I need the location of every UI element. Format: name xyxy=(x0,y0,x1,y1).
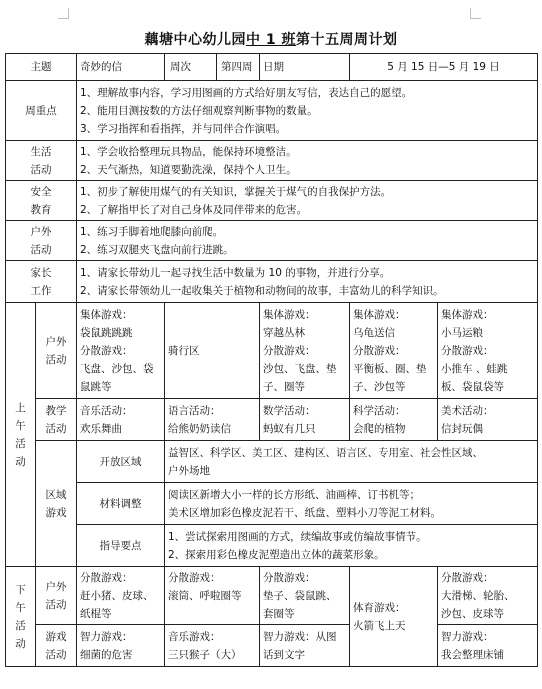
cell-line: 给熊奶奶读信 xyxy=(168,422,231,435)
cell-line: 大滑梯、轮胎、 xyxy=(441,589,515,602)
area-open-value xyxy=(165,441,538,483)
pm-outdoor-tue xyxy=(165,567,260,625)
cell-line: 分散游戏： xyxy=(80,344,133,357)
week-value: 第四周 xyxy=(221,61,253,73)
title-week: 第十五周周计划 xyxy=(296,32,398,48)
cell-line: 子、圈等 xyxy=(263,380,305,393)
cell-line: 美术区增加彩色橡皮泥若干、纸盘、塑料小刀等泥工材料。 xyxy=(168,506,441,519)
cell-line: 分散游戏： xyxy=(441,344,494,357)
week-label: 周次 xyxy=(165,54,217,80)
pm-label xyxy=(6,567,36,667)
cell-line: 信封玩偶 xyxy=(441,422,483,435)
am-teach-label-1: 教学 xyxy=(45,404,67,417)
am-label xyxy=(6,303,36,567)
cell-line: 乌龟送信 xyxy=(353,326,395,339)
cell-line: 科学活动： xyxy=(353,404,406,417)
am-teach-label-2: 活动 xyxy=(45,422,67,435)
cell-line: 1、尝试探索用图画的方式，续编故事或仿编故事情节。 xyxy=(168,530,427,543)
safety-label xyxy=(6,181,77,221)
focus-label: 周重点 xyxy=(6,81,77,141)
focus-item: 3、学习指挥和看指挥，并与同伴合作演唱。 xyxy=(80,122,287,135)
cell-line: 蚂蚁有几只 xyxy=(263,422,316,435)
cell-line: 阅读区新增大小一样的长方形纸、油画棒、订书机等； xyxy=(168,488,420,501)
area-material-value xyxy=(165,483,538,525)
cell-line: 三只猴子（大） xyxy=(168,648,242,661)
parents-item: 2、请家长带领幼儿一起收集关于植物和动物间的故事，丰富幼儿的科学知识。 xyxy=(80,284,444,297)
pm-game-label xyxy=(36,625,77,667)
pm-game-tue xyxy=(165,625,260,667)
week-cell xyxy=(165,54,260,81)
title-class: 中 1 班 xyxy=(246,32,296,48)
cell-line: 集体游戏： xyxy=(353,308,406,321)
pm-label-char: 动 xyxy=(15,637,26,650)
am-label-char: 上 xyxy=(15,401,26,414)
focus-item: 2、能用目测按数的方法仔细观察判断事物的数量。 xyxy=(80,104,318,117)
pm-label-char: 午 xyxy=(15,601,26,614)
cell-line: 分散游戏： xyxy=(353,344,406,357)
theme-value: 奇妙的信 xyxy=(77,54,165,81)
life-content xyxy=(77,141,538,181)
margin-mark-left xyxy=(58,8,69,19)
cell-line: 话到文字 xyxy=(263,648,305,661)
cell-line: 分散游戏： xyxy=(80,571,133,584)
cell-line: 穿越丛林 xyxy=(263,326,305,339)
pm-label-char: 下 xyxy=(15,583,26,596)
area-guide-label: 指导要点 xyxy=(77,525,165,567)
cell-line: 袋鼠跳跳跳 xyxy=(80,326,133,339)
pm-game-mon xyxy=(77,625,165,667)
cell-line: 智力游戏：从图 xyxy=(263,630,337,643)
cell-line: 美术活动： xyxy=(441,404,494,417)
focus-item: 1、理解故事内容，学习用图画的方式给好朋友写信，表达自己的愿望。 xyxy=(80,86,413,99)
cell-line: 沙包、皮球等 xyxy=(441,607,504,620)
page-title xyxy=(0,29,542,49)
weekly-plan-table xyxy=(5,53,538,667)
pm-outdoor-mon xyxy=(77,567,165,625)
am-outdoor-label xyxy=(36,303,77,399)
theme-label: 主题 xyxy=(6,54,77,81)
pm-outdoor-wed xyxy=(260,567,350,625)
safety-content xyxy=(77,181,538,221)
cell-line: 子、沙包等 xyxy=(353,380,406,393)
parents-label-1: 家长 xyxy=(30,266,52,279)
cell-line: 分散游戏： xyxy=(263,344,316,357)
safety-item: 2、了解指甲长了对自己身体及同伴带来的危害。 xyxy=(80,203,308,216)
cell-line: 户外场地 xyxy=(168,464,210,477)
cell-line: 飞盘、沙包、袋 xyxy=(80,362,154,375)
outdoor-label xyxy=(6,221,77,261)
cell-line: 细菌的危害 xyxy=(80,648,133,661)
pm-outdoor-label-2: 活动 xyxy=(45,598,67,611)
cell-line: 滚筒、呼啦圈等 xyxy=(168,589,242,602)
cell-line: 集体游戏： xyxy=(263,308,316,321)
cell-line: 音乐活动： xyxy=(80,404,133,417)
am-teach-wed xyxy=(260,399,350,441)
life-label-2: 活动 xyxy=(30,163,52,176)
cell-line: 沙包、飞盘、垫 xyxy=(263,362,337,375)
safety-label-2: 教育 xyxy=(30,203,52,216)
parents-label-2: 工作 xyxy=(30,284,52,297)
pm-game-wed xyxy=(260,625,350,667)
cell-line: 智力游戏： xyxy=(80,630,133,643)
outdoor-label-2: 活动 xyxy=(30,243,52,256)
am-label-char: 活 xyxy=(15,437,26,450)
cell-line: 数学活动： xyxy=(263,404,316,417)
cell-line: 会爬的植物 xyxy=(353,422,406,435)
cell-line: 小马运粮 xyxy=(441,326,483,339)
cell-line: 鼠跳等 xyxy=(80,380,112,393)
cell-line: 益智区、科学区、美工区、建构区、语言区、专用室、社会性区域、 xyxy=(168,446,483,459)
cell-line: 2、探索用彩色橡皮泥塑造出立体的蔬菜形象。 xyxy=(168,548,385,561)
am-outdoor-label-2: 活动 xyxy=(45,353,67,366)
pm-game-label-1: 游戏 xyxy=(45,630,67,643)
am-teach-fri xyxy=(438,399,538,441)
outdoor-content xyxy=(77,221,538,261)
area-material-label: 材料调整 xyxy=(77,483,165,525)
cell-line: 赶小猪、皮球、 xyxy=(80,589,154,602)
cell-line: 套圈等 xyxy=(263,607,295,620)
cell-blank xyxy=(168,605,256,623)
cell-line: 集体游戏： xyxy=(80,308,133,321)
parents-label xyxy=(6,261,77,303)
cell-line: 智力游戏： xyxy=(441,630,494,643)
pm-game-fri xyxy=(438,625,538,667)
am-label-char: 午 xyxy=(15,419,26,432)
outdoor-item: 1、练习手脚着地爬膝向前爬。 xyxy=(80,225,224,238)
parents-content xyxy=(77,261,538,303)
life-label xyxy=(6,141,77,181)
area-guide-value xyxy=(165,525,538,567)
safety-item: 1、初步了解使用煤气的有关知识，掌握关于煤气的自我保护方法。 xyxy=(80,185,392,198)
focus-content xyxy=(77,81,538,141)
am-area-label-1: 区域 xyxy=(45,488,67,501)
date-value: 5 月 15 日—5 月 19 日 xyxy=(350,54,538,81)
pm-sports-thu xyxy=(350,567,438,667)
cell-line: 体育游戏： xyxy=(353,601,406,614)
am-outdoor-label-1: 户外 xyxy=(45,335,67,348)
am-teach-label xyxy=(36,399,77,441)
am-outdoor-tue: 骑行区 xyxy=(165,303,260,399)
am-area-label xyxy=(36,441,77,567)
cell-line: 分散游戏： xyxy=(168,571,221,584)
cell-line: 分散游戏： xyxy=(263,571,316,584)
cell-line: 音乐游戏： xyxy=(168,630,221,643)
pm-outdoor-label-1: 户外 xyxy=(45,580,67,593)
date-label: 日期 xyxy=(260,54,350,81)
cell-line: 小推车 、蛙跳 xyxy=(441,362,508,375)
am-teach-tue xyxy=(165,399,260,441)
am-label-char: 动 xyxy=(15,455,26,468)
cell-line: 纸棍等 xyxy=(80,607,112,620)
life-item: 2、天气渐热，知道要勤洗澡，保持个人卫生。 xyxy=(80,163,297,176)
cell-line: 平衡板、圈、垫 xyxy=(353,362,427,375)
area-open-label: 开放区域 xyxy=(77,441,165,483)
title-school: 藕塘中心幼儿园 xyxy=(144,32,246,48)
am-teach-thu xyxy=(350,399,438,441)
am-outdoor-thu xyxy=(350,303,438,399)
pm-outdoor-fri xyxy=(438,567,538,625)
pm-game-label-2: 活动 xyxy=(45,648,67,661)
am-outdoor-mon xyxy=(77,303,165,399)
outdoor-item: 2、练习双腿夹飞盘向前行进跳。 xyxy=(80,243,234,256)
parents-item: 1、请家长带幼儿一起寻找生活中数量为 10 的事物，并进行分享。 xyxy=(80,266,391,279)
cell-line: 分散游戏： xyxy=(441,571,494,584)
life-item: 1、学会收拾整理玩具物品，能保持环境整洁。 xyxy=(80,145,297,158)
am-outdoor-wed xyxy=(260,303,350,399)
life-label-1: 生活 xyxy=(30,145,52,158)
am-teach-mon xyxy=(77,399,165,441)
margin-mark-right xyxy=(470,8,481,19)
outdoor-label-1: 户外 xyxy=(30,225,52,238)
cell-line: 语言活动： xyxy=(168,404,221,417)
am-outdoor-fri xyxy=(438,303,538,399)
cell-line: 垫子、袋鼠跳、 xyxy=(263,589,337,602)
safety-label-1: 安全 xyxy=(30,185,52,198)
cell-line: 我会整理床铺 xyxy=(441,648,504,661)
am-area-label-2: 游戏 xyxy=(45,506,67,519)
pm-outdoor-label xyxy=(36,567,77,625)
cell-line: 板、袋鼠袋等 xyxy=(441,380,504,393)
pm-label-char: 活 xyxy=(15,619,26,632)
cell-line: 集体游戏： xyxy=(441,308,494,321)
cell-line: 火箭飞上天 xyxy=(353,619,406,632)
cell-line: 欢乐舞曲 xyxy=(80,422,122,435)
